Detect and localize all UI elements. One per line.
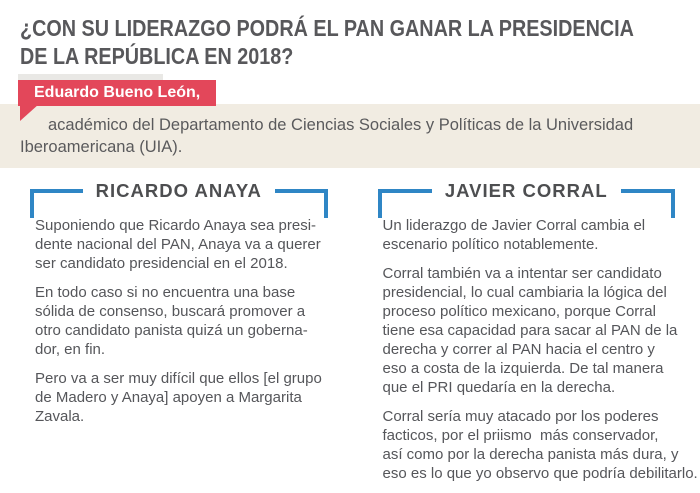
quote-paragraph: Corral también va a intentar ser candidato presidencial, lo cual cambiaria la lógica del proceso político mexicano, porque Corral tiene esa capacidad para sacar al PAN de la derecha y correr al PAN hacia el centro y eso a costa de la izquierda. De tal manera que el PRI quedaría en la derecha. [382, 265, 678, 396]
column-heading-javier-corral: JAVIER CORRAL [444, 180, 608, 201]
column-javier-corral [378, 180, 698, 493]
quote-paragraph: Pero va a ser muy difícil que ellos [el grupo de Madero y Anaya] apoyen a Margarita Zavala. [35, 370, 322, 425]
bracket-right-icon [621, 189, 675, 218]
quote-paragraph: Corral sería muy atacado por los poderes facticos, por el priismo más conservador, así como por la derecha panista más dura, y eso es lo que yo observo que podría debilitarlo. [382, 408, 698, 482]
title-section [0, 0, 700, 70]
quote-paragraph: En todo caso si no encuentra una base sólida de consenso, buscará promover a otro candidato panista quizá un goberna- dor, en fin. [35, 284, 308, 358]
speaker-badge-row [0, 80, 700, 106]
comparison-columns [0, 180, 700, 493]
column-header-javier-corral [378, 180, 676, 214]
bracket-left-icon [30, 189, 83, 218]
speaker-strip [0, 104, 700, 168]
speech-bubble-tail-icon [20, 104, 39, 121]
speaker-badge: Eduardo Bueno León, [18, 80, 216, 106]
bracket-left-icon [378, 189, 432, 218]
quote-paragraph: Suponiendo que Ricardo Anaya sea presi- dente nacional del PAN, Anaya va a querer ser candidato presidencial en el 2018. [35, 217, 321, 272]
quote-paragraph: Un liderazgo de Javier Corral cambia el escenario político notablemente. [382, 217, 646, 253]
column-heading-ricardo-anaya: RICARDO ANAYA [95, 180, 262, 201]
column-ricardo-anaya [30, 180, 328, 493]
page-title: ¿CON SU LIDERAZGO PODRÁ EL PAN GANAR LA PRESIDENCIA DE LA REPÚBLICA EN 2018? [20, 15, 634, 69]
column-header-ricardo-anaya [30, 180, 328, 214]
speaker-affiliation: académico del Departamento de Ciencias Sociales y Políticas de la Universidad Iberoamericana (UIA). [20, 116, 634, 156]
bracket-right-icon [275, 189, 328, 218]
